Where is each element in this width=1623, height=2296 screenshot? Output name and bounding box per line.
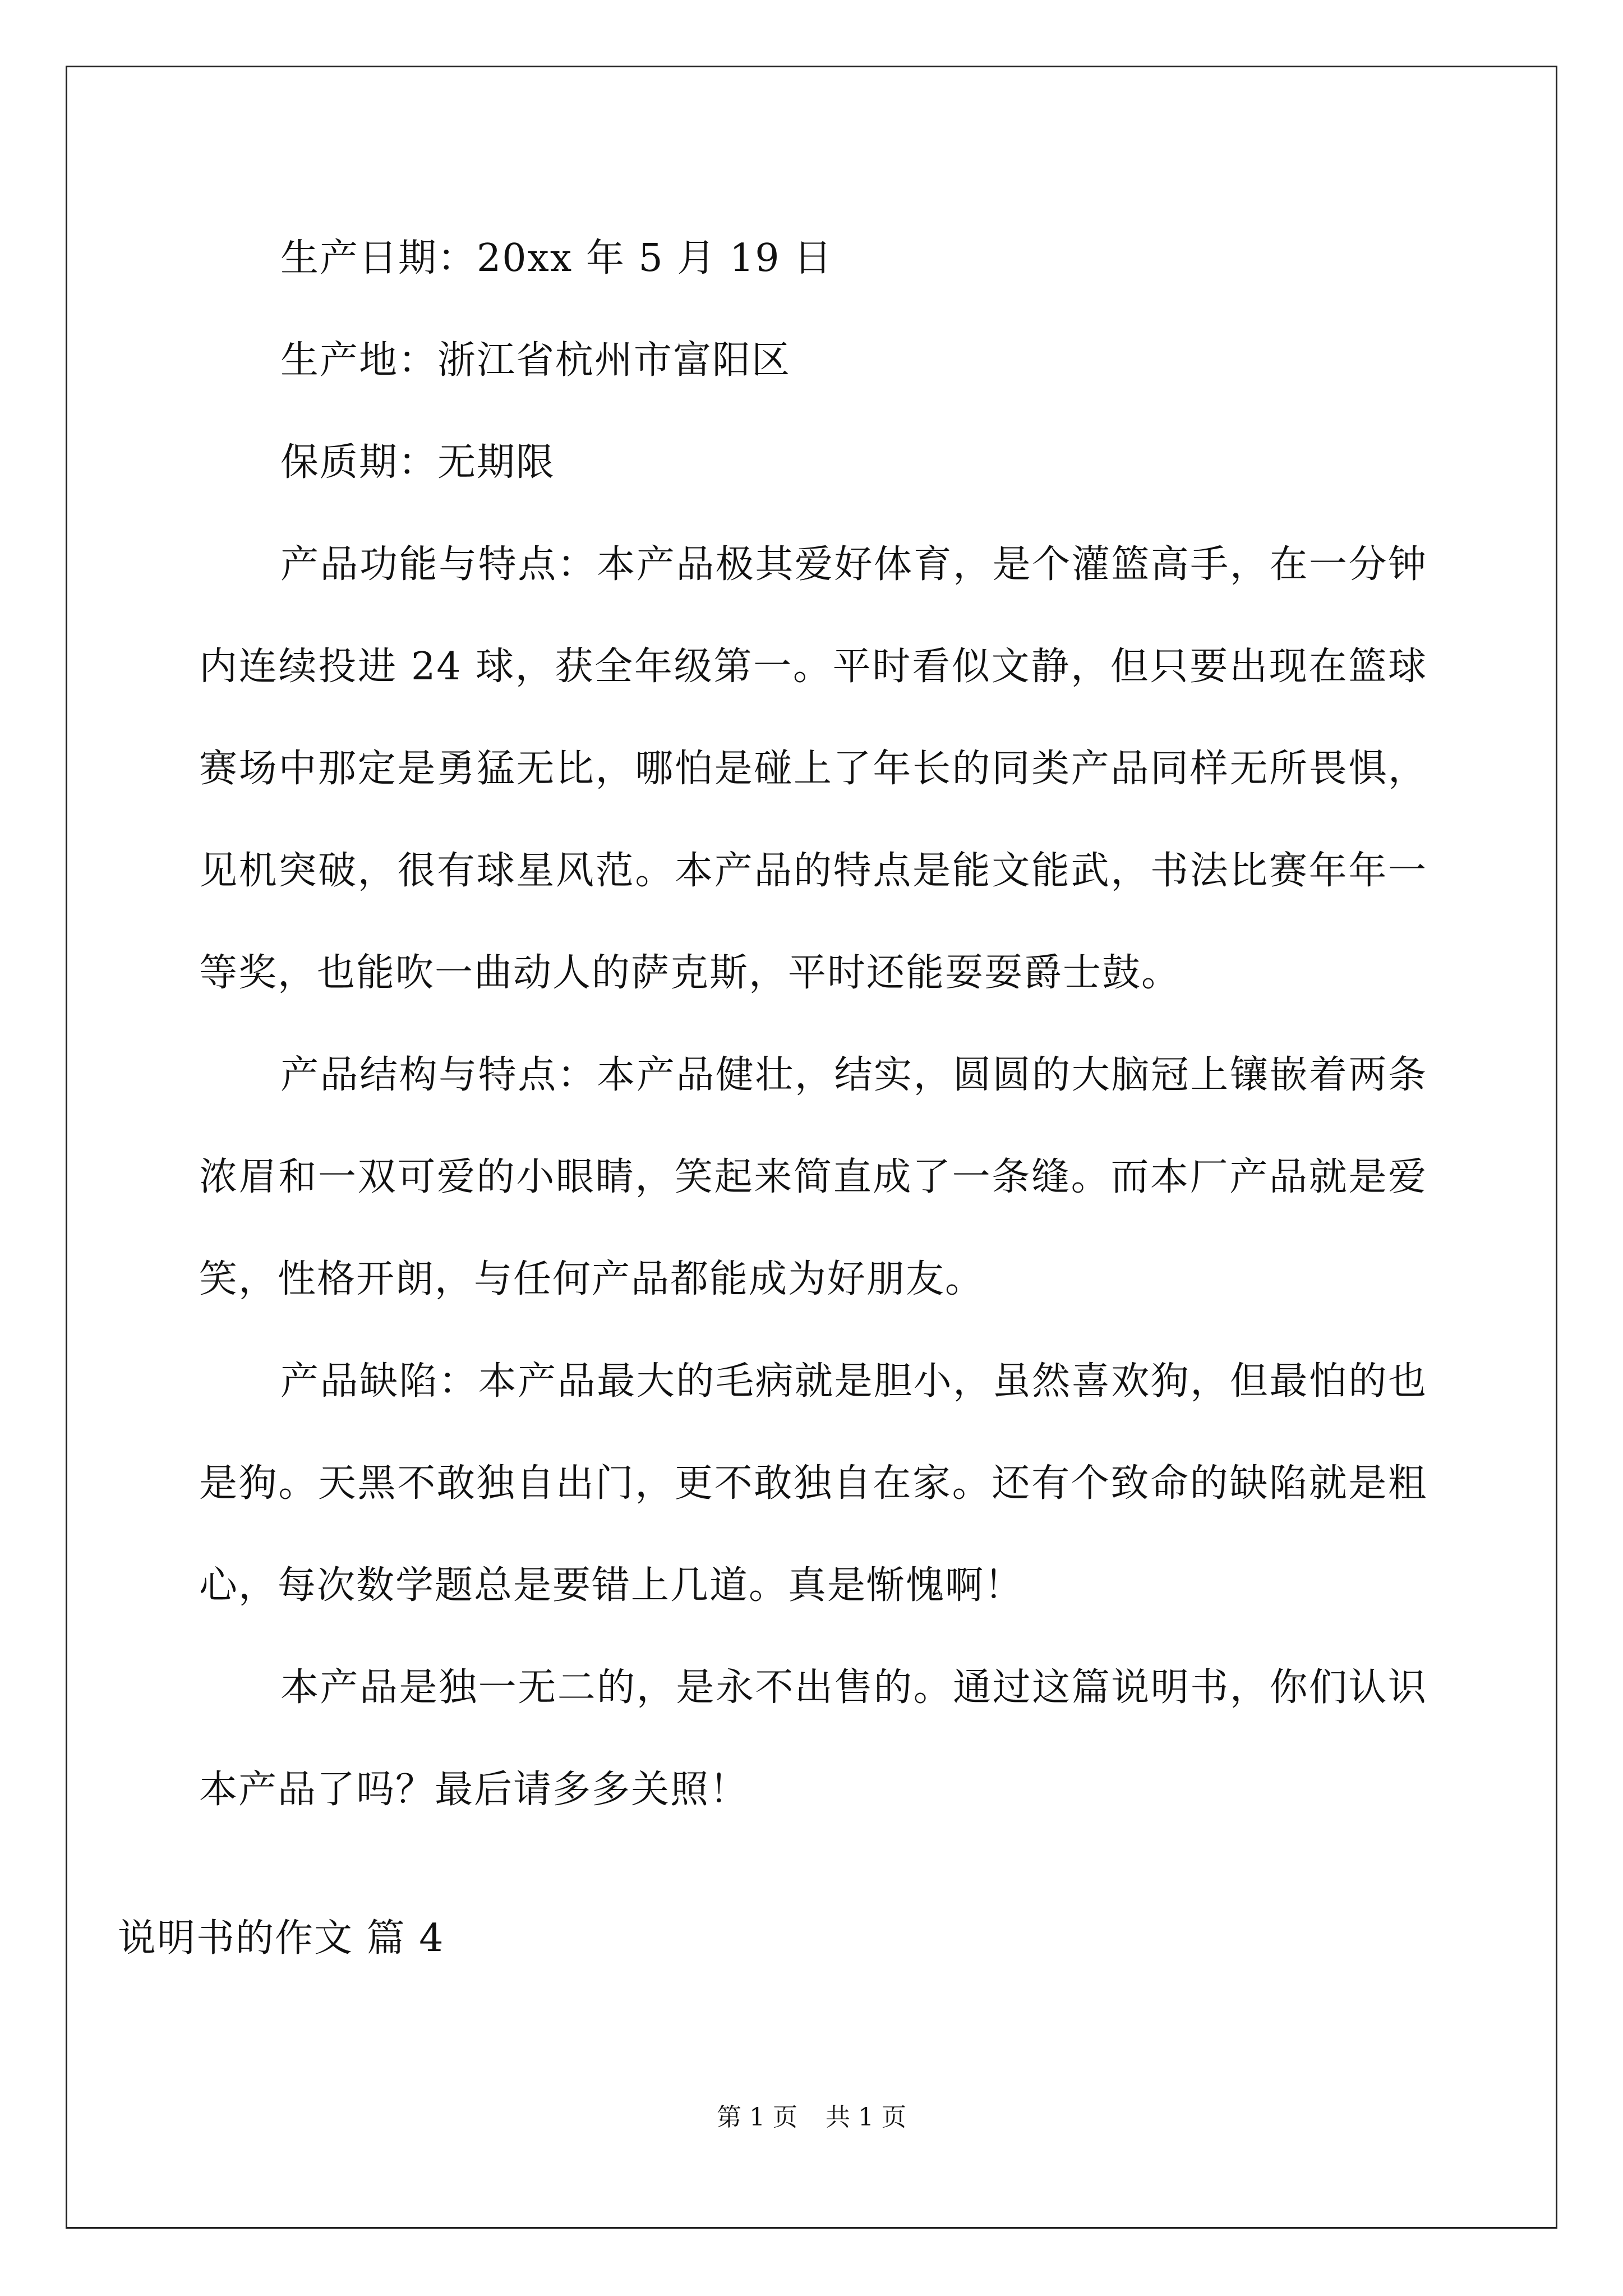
section-heading: 说明书的作文 篇 4: [118, 1916, 445, 1961]
paragraph-function-features: 产品功能与特点：本产品极其爱好体育，是个灌篮高手，在一分钟内连续投进 24 球，获全年级第一。平时看似文静，但只要出现在篮球赛场中那定是勇猛无比，哪怕是碰上了年长的同类产品同样无所畏惧，见机突破，很有球星风范。本产品的特点是能文能武，书法比赛年年一等奖，也能吹一曲动人的萨克斯，平时还能耍耍爵士鼓。: [199, 542, 1427, 995]
production-place: 生产地：浙江省杭州市富阳区: [280, 338, 791, 383]
page-footer: [0, 2101, 1623, 2134]
paragraph-structure-features: 产品结构与特点：本产品健壮，结实，圆圆的大脑冠上镶嵌着两条浓眉和一双可爱的小眼睛，笑起来简直成了一条缝。而本厂产品就是爱笑，性格开朗，与任何产品都能成为好朋友。: [199, 1053, 1427, 1301]
page-number-total: 共 1 页: [826, 2103, 906, 2132]
paragraph-closing: 本产品是独一无二的，是永不出售的。通过这篇说明书，你们认识本产品了吗？最后请多多关照！: [199, 1665, 1427, 1812]
shelf-life: 保质期：无期限: [280, 440, 556, 485]
document-body: [199, 208, 1427, 1841]
paragraph-defects: 产品缺陷：本产品最大的毛病就是胆小，虽然喜欢狗，但最怕的也是狗。天黑不敢独自出门，更不敢独自在家。还有个致命的缺陷就是粗心，每次数学题总是要错上几道。真是惭愧啊！: [199, 1359, 1427, 1608]
production-date: 生产日期：20xx 年 5 月 19 日: [280, 236, 833, 280]
page-number-current: 第 1 页: [717, 2103, 797, 2132]
